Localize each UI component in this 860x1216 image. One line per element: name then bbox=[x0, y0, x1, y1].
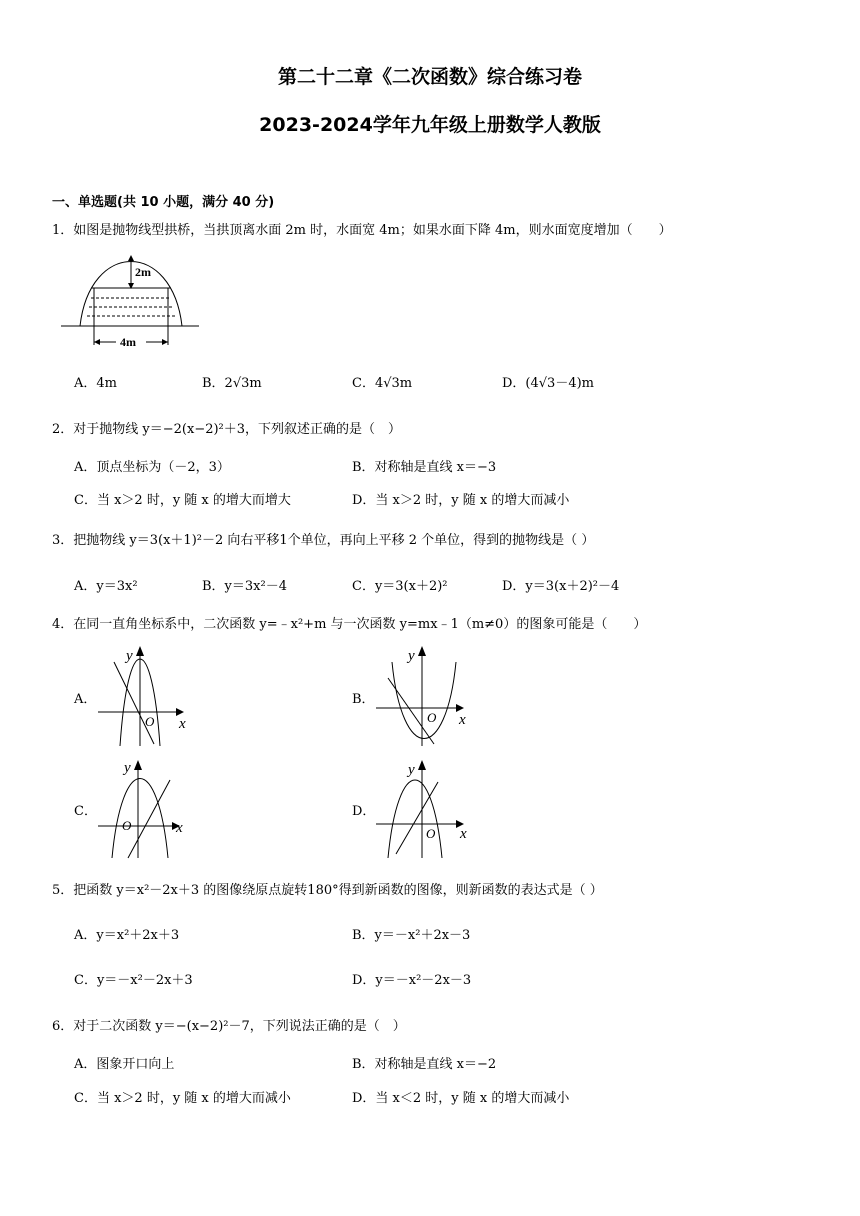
origin-label: O bbox=[426, 826, 436, 841]
q1-option-d[interactable]: D．(4√3－4)m bbox=[502, 376, 594, 391]
q4-graph-b[interactable] bbox=[374, 642, 474, 748]
q5-option-b[interactable]: B．y＝－x²＋2x－3 bbox=[352, 928, 471, 943]
q5-option-a[interactable]: A．y＝x²＋2x＋3 bbox=[74, 928, 180, 943]
q2-option-b[interactable]: B．对称轴是直线 x＝−3 bbox=[352, 460, 497, 475]
q2-option-a[interactable]: A．顶点坐标为（－2，3） bbox=[74, 460, 230, 475]
title-line-1: 第二十二章《二次函数》综合练习卷 bbox=[277, 66, 582, 88]
q5-option-d[interactable]: D．y＝－x²－2x－3 bbox=[352, 973, 472, 988]
q1-option-a[interactable]: A．4m bbox=[74, 376, 117, 391]
question-1-stem: 1．如图是抛物线型拱桥，当拱顶离水面 2m 时，水面宽 4m；如果水面下降 4m，则水面宽度增加（ ） bbox=[52, 223, 672, 238]
q4-graph-c[interactable] bbox=[96, 754, 196, 860]
axis-x-label: x bbox=[460, 826, 467, 842]
q4-option-a-label[interactable]: A． bbox=[74, 692, 97, 707]
q4-graph-d[interactable] bbox=[374, 754, 474, 860]
origin-label: O bbox=[427, 710, 437, 725]
q6-option-b[interactable]: B．对称轴是直线 x＝−2 bbox=[352, 1057, 497, 1072]
question-2-stem: 2．对于抛物线 y＝−2(x−2)²＋3，下列叙述正确的是（ ） bbox=[52, 422, 402, 437]
axis-x-label: x bbox=[176, 820, 183, 836]
axis-x-label: x bbox=[459, 712, 466, 728]
origin-label: O bbox=[122, 818, 132, 833]
q4-option-d-label[interactable]: D． bbox=[352, 804, 376, 819]
question-4-stem: 4．在同一直角坐标系中，二次函数 y=﹣x²+m 与一次函数 y=mx﹣1（m≠0）的图象可能是（ ） bbox=[52, 617, 647, 632]
q4-option-c-label[interactable]: C． bbox=[74, 804, 97, 819]
axis-y-label: y bbox=[408, 648, 415, 664]
axis-x-label: x bbox=[179, 716, 186, 732]
q2-option-d[interactable]: D．当 x＞2 时，y 随 x 的增大而减小 bbox=[352, 493, 570, 508]
axis-y-label: y bbox=[126, 648, 133, 664]
q1-option-c[interactable]: C．4√3m bbox=[352, 376, 413, 391]
axis-y-label: y bbox=[408, 762, 415, 778]
question-6-stem: 6．对于二次函数 y＝−(x−2)²－7，下列说法正确的是（ ） bbox=[52, 1019, 406, 1034]
q4-graph-a[interactable] bbox=[96, 642, 196, 748]
q6-option-c[interactable]: C．当 x＞2 时，y 随 x 的增大而减小 bbox=[74, 1091, 291, 1106]
title-line-2: 2023-2024学年九年级上册数学人教版 bbox=[259, 114, 601, 136]
q6-option-d[interactable]: D．当 x＜2 时，y 随 x 的增大而减小 bbox=[352, 1091, 570, 1106]
axis-y-label: y bbox=[124, 760, 131, 776]
q4-option-b-label[interactable]: B． bbox=[352, 692, 375, 707]
q1-option-b[interactable]: B．2√3m bbox=[202, 376, 262, 391]
label-4m: 4m bbox=[120, 335, 136, 349]
question-5-stem: 5．把函数 y＝x²－2x＋3 的图像绕原点旋转180°得到新函数的图像，则新函数的表达式是（ ） bbox=[52, 883, 603, 898]
arch-bridge-figure bbox=[58, 246, 206, 352]
q3-option-a[interactable]: A．y＝3x² bbox=[74, 579, 138, 594]
q3-option-b[interactable]: B．y＝3x²－4 bbox=[202, 579, 287, 594]
origin-label: O bbox=[145, 714, 155, 729]
label-2m: 2m bbox=[135, 265, 151, 279]
q3-option-c[interactable]: C．y＝3(x＋2)² bbox=[352, 579, 448, 594]
q2-option-c[interactable]: C．当 x＞2 时，y 随 x 的增大而增大 bbox=[74, 493, 291, 508]
q6-option-a[interactable]: A．图象开口向上 bbox=[74, 1057, 175, 1072]
q5-option-c[interactable]: C．y＝－x²－2x＋3 bbox=[74, 973, 193, 988]
q3-option-d[interactable]: D．y＝3(x＋2)²－4 bbox=[502, 579, 620, 594]
question-3-stem: 3．把抛物线 y＝3(x＋1)²－2 向右平移1个单位，再向上平移 2 个单位，得到的抛物线是（ ） bbox=[52, 533, 595, 548]
section-heading: 一、单选题(共 10 小题，满分 40 分) bbox=[52, 195, 275, 210]
